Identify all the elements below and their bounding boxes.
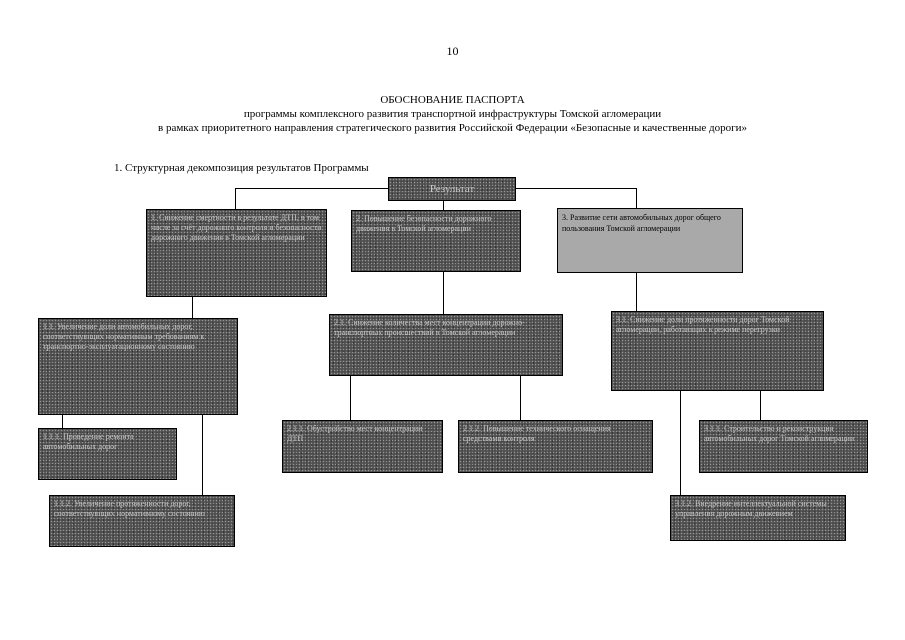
node-label: 3.1. Снижение доли протяженности дорог Томской агломерации, работающих в режиме перегрузки xyxy=(616,315,790,334)
node-2-1-2 xyxy=(458,420,653,473)
node-label: 1.1. Увеличение доли автомобильных дорог, соответствующих нормативным требованиям к транспортно-эксплуатационному состоянию xyxy=(43,322,205,351)
connector-line xyxy=(520,376,521,420)
node-label: 1.1.2. Увеличение протяженности дорог, соответствующих нормативному состоянию xyxy=(54,499,205,518)
connector-line xyxy=(680,391,681,496)
node-3-1-1 xyxy=(699,420,868,473)
section-title: 1. Структурная декомпозиция результатов Программы xyxy=(114,162,369,174)
connector-line xyxy=(192,297,193,319)
connector-line xyxy=(636,273,637,311)
node-3-1 xyxy=(611,311,824,391)
node-label: 1.1.1. Проведение ремонта автомобильных дорог xyxy=(43,432,134,451)
root-node xyxy=(388,177,516,201)
connector-line xyxy=(202,415,203,495)
node-1-1-1 xyxy=(38,428,177,480)
connector-line xyxy=(760,391,761,420)
branch-node-2 xyxy=(351,210,521,272)
node-label: 2.1.2. Повышение технического оснащения средствами контроля xyxy=(463,424,611,443)
document-subtitle-2: в рамках приоритетного направления стратегического развития Российской Федерации «Безопасные и качественные дороги» xyxy=(158,122,747,134)
branch-node-3 xyxy=(557,208,743,273)
document-title: ОБОСНОВАНИЕ ПАСПОРТА xyxy=(380,94,525,106)
branch-node-label: 2. Повышение безопасности дорожного движения в Томской агломерации xyxy=(356,214,492,233)
branch-node-1 xyxy=(146,209,327,297)
node-1-1-2 xyxy=(49,495,235,547)
connector-line xyxy=(235,188,236,211)
node-2-1-1 xyxy=(282,420,443,473)
node-label: 2.1. Снижение количества мест концентрации дорожно-транспортных происшествий в Томской агломерации xyxy=(334,318,525,337)
node-3-1-2 xyxy=(670,495,846,541)
branch-node-label: 3. Развитие сети автомобильных дорог общего пользования Томской агломерации xyxy=(562,213,721,233)
connector-line xyxy=(443,272,444,314)
node-label: 3.1.2. Внедрение интеллектуальной системы управления дорожным движением xyxy=(675,499,827,518)
node-label: 3.1.1. Строительство и реконструкция автомобильных дорог Томской агломерации xyxy=(704,424,855,443)
root-node-label: Результат xyxy=(429,183,475,195)
document-subtitle: программы комплексного развития транспортной инфраструктуры Томской агломерации xyxy=(243,108,662,120)
node-2-1 xyxy=(329,314,563,376)
node-1-1 xyxy=(38,318,238,415)
connector-line xyxy=(62,415,63,428)
node-label: 2.1.1. Обустройство мест концентрации ДТП xyxy=(287,424,423,443)
connector-line xyxy=(636,188,637,209)
connector-line xyxy=(350,376,351,420)
page-number: 10 xyxy=(446,44,459,58)
branch-node-label: 1. Снижение смертности в результате ДТП, в том числе за счёт дорожного контроля и безопасности дорожного движения в Томской агломерации xyxy=(151,213,322,242)
